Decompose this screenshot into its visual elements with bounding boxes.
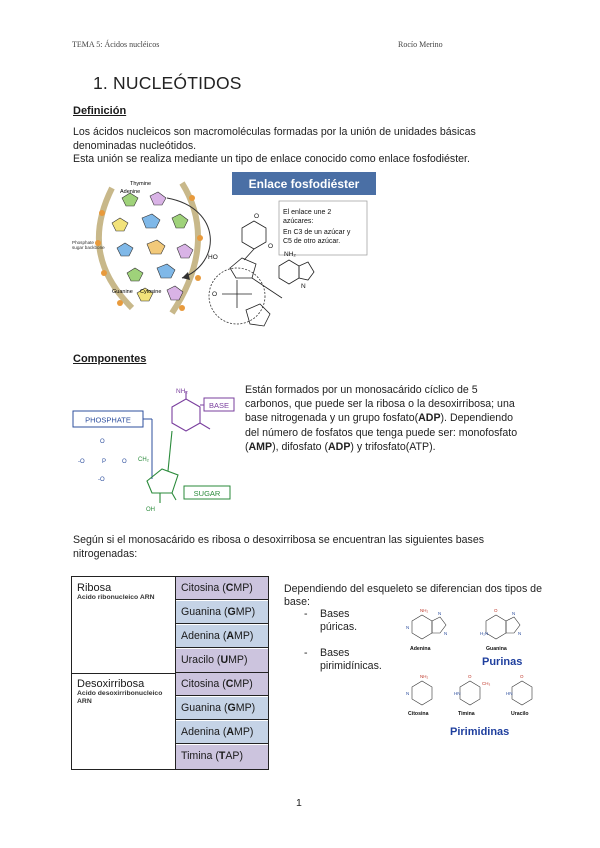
bases-intro-line1: Según si el monosacárido es ribosa o desoxirribosa se encuentran las siguientes bases (73, 534, 485, 546)
svg-text:O: O (100, 439, 105, 445)
label-guanine: Guanine (112, 289, 133, 295)
label-backbone: Phosphate sugar backbone (72, 240, 105, 250)
definicion-line3: Esta unión se realiza mediante un tipo de enlace conocido como enlace fosfodiéster. (73, 153, 470, 166)
bases-intro (73, 534, 484, 561)
svg-text:CH₃: CH₃ (482, 681, 491, 686)
guanina-label: Guanina (486, 646, 507, 652)
atom-o-1: O (254, 213, 260, 220)
purinas-label: Purinas (482, 656, 523, 668)
base-label: BASE (208, 401, 230, 410)
svg-text:N: N (512, 611, 516, 616)
svg-text:O: O (494, 608, 498, 613)
enlace-note-text: El enlace une 2 azúcares: En C3 de un azúcar y C5 de otro azúcar. (283, 209, 351, 245)
svg-text:N: N (444, 631, 448, 636)
label-cytosine: Cytosine (140, 289, 162, 295)
ch2-label: CH₂ (138, 457, 149, 463)
table-cell: Citosina (CMP) (176, 673, 268, 696)
atom-o-2: O (268, 243, 274, 250)
atom-ho: HO (208, 254, 218, 261)
svg-text:N: N (406, 691, 410, 696)
definicion-text (73, 126, 476, 167)
header-right: Rocío Merino (398, 40, 443, 49)
ribosa-name: Ribosa (77, 582, 112, 594)
atom-nh2: NH₂ (284, 251, 296, 258)
componentes-heading: Componentes (73, 353, 147, 365)
svg-text:O: O (468, 674, 472, 679)
label-thymine: Thymine (130, 181, 152, 187)
citosina-label: Citosina (408, 711, 429, 717)
ribosa-sub: Acido ribonucleico ARN (77, 594, 155, 601)
adenina-label: Adenina (410, 646, 431, 652)
phosphate-label: PHOSPHATE (85, 415, 131, 425)
table-cell: Guanina (GMP) (176, 601, 268, 624)
svg-text:NH₂: NH₂ (420, 674, 429, 679)
table-cell: Uracilo (UMP) (176, 649, 268, 673)
desoxirribosa-name: Desoxirribosa (77, 678, 145, 690)
svg-text:-O: -O (78, 459, 85, 465)
definicion-heading: Definición (73, 105, 127, 117)
timina-label: Timina (458, 711, 475, 717)
skeleton-text: Dependiendo del esqueleto se diferencian dos tipos de base: (284, 583, 542, 608)
table-cell: Guanina (GMP) (176, 697, 268, 720)
list-item: - Bases pirimidínicas. (304, 647, 382, 672)
svg-text:NH₂: NH₂ (420, 608, 429, 613)
desoxirribosa-cell (72, 673, 176, 769)
phosphodiester-figure (72, 168, 382, 328)
pirimidinas-label: Pirimidinas (450, 726, 510, 738)
sugar-label: SUGAR (193, 489, 221, 498)
svg-text:P: P (102, 459, 107, 465)
componentes-text: Están formados por un monosacárido cíclico de 5 carbonos, que puede ser la ribosa o la desoxirribosa; una base nitrogenada y un grupo fosfato(ADP). Dependiendo del número de fosfatos que tenga puede ser: monofosfato (AMP), difosfato (ADP) y trifosfato(ATP). (245, 384, 518, 453)
definicion-line2: denominadas nucleótidos. (73, 139, 197, 152)
table-cell: Citosina (CMP) (176, 577, 268, 600)
svg-text:N: N (438, 611, 442, 616)
dna-helix-illustration (72, 168, 222, 328)
svg-text:HN: HN (506, 691, 513, 696)
label-adenine: Adenine (120, 189, 141, 195)
svg-text:O: O (520, 674, 524, 679)
page-title: 1. NUCLEÓTIDOS (93, 73, 242, 93)
bases-intro-line2: nitrogenadas: (73, 547, 138, 560)
table-cell: Timina (TAP) (176, 745, 268, 769)
bases-figure (398, 603, 558, 748)
page-number: 1 (296, 797, 302, 809)
ribosa-cell (72, 577, 176, 674)
atom-o-3: O (212, 291, 218, 298)
nucleotide-components-figure (72, 385, 242, 515)
svg-text:H₂N: H₂N (480, 631, 489, 636)
svg-text:N: N (406, 625, 410, 630)
svg-text:O: O (122, 459, 127, 465)
bases-table (71, 576, 269, 770)
nh2-label: NH₂ (176, 388, 188, 395)
atom-n: N (301, 283, 306, 290)
uracilo-label: Uracilo (511, 711, 529, 717)
oh-label: OH (146, 507, 155, 513)
table-cell: Adenina (AMP) (176, 721, 268, 744)
desoxirribosa-sub: Acido desoxirribonucleico ARN (77, 690, 163, 705)
definicion-line1: Los ácidos nucleicos son macromoléculas formadas por la unión de unidades básicas (73, 126, 476, 138)
header-left: TEMA 5: Ácidos nucléicos (72, 40, 160, 49)
svg-text:N: N (518, 631, 522, 636)
enlace-banner-text: Enlace fosfodiéster (248, 177, 360, 191)
list-item: - Bases púricas. (304, 608, 358, 633)
svg-text:-O: -O (98, 477, 105, 483)
svg-text:HN: HN (454, 691, 461, 696)
table-cell: Adenina (AMP) (176, 625, 268, 648)
